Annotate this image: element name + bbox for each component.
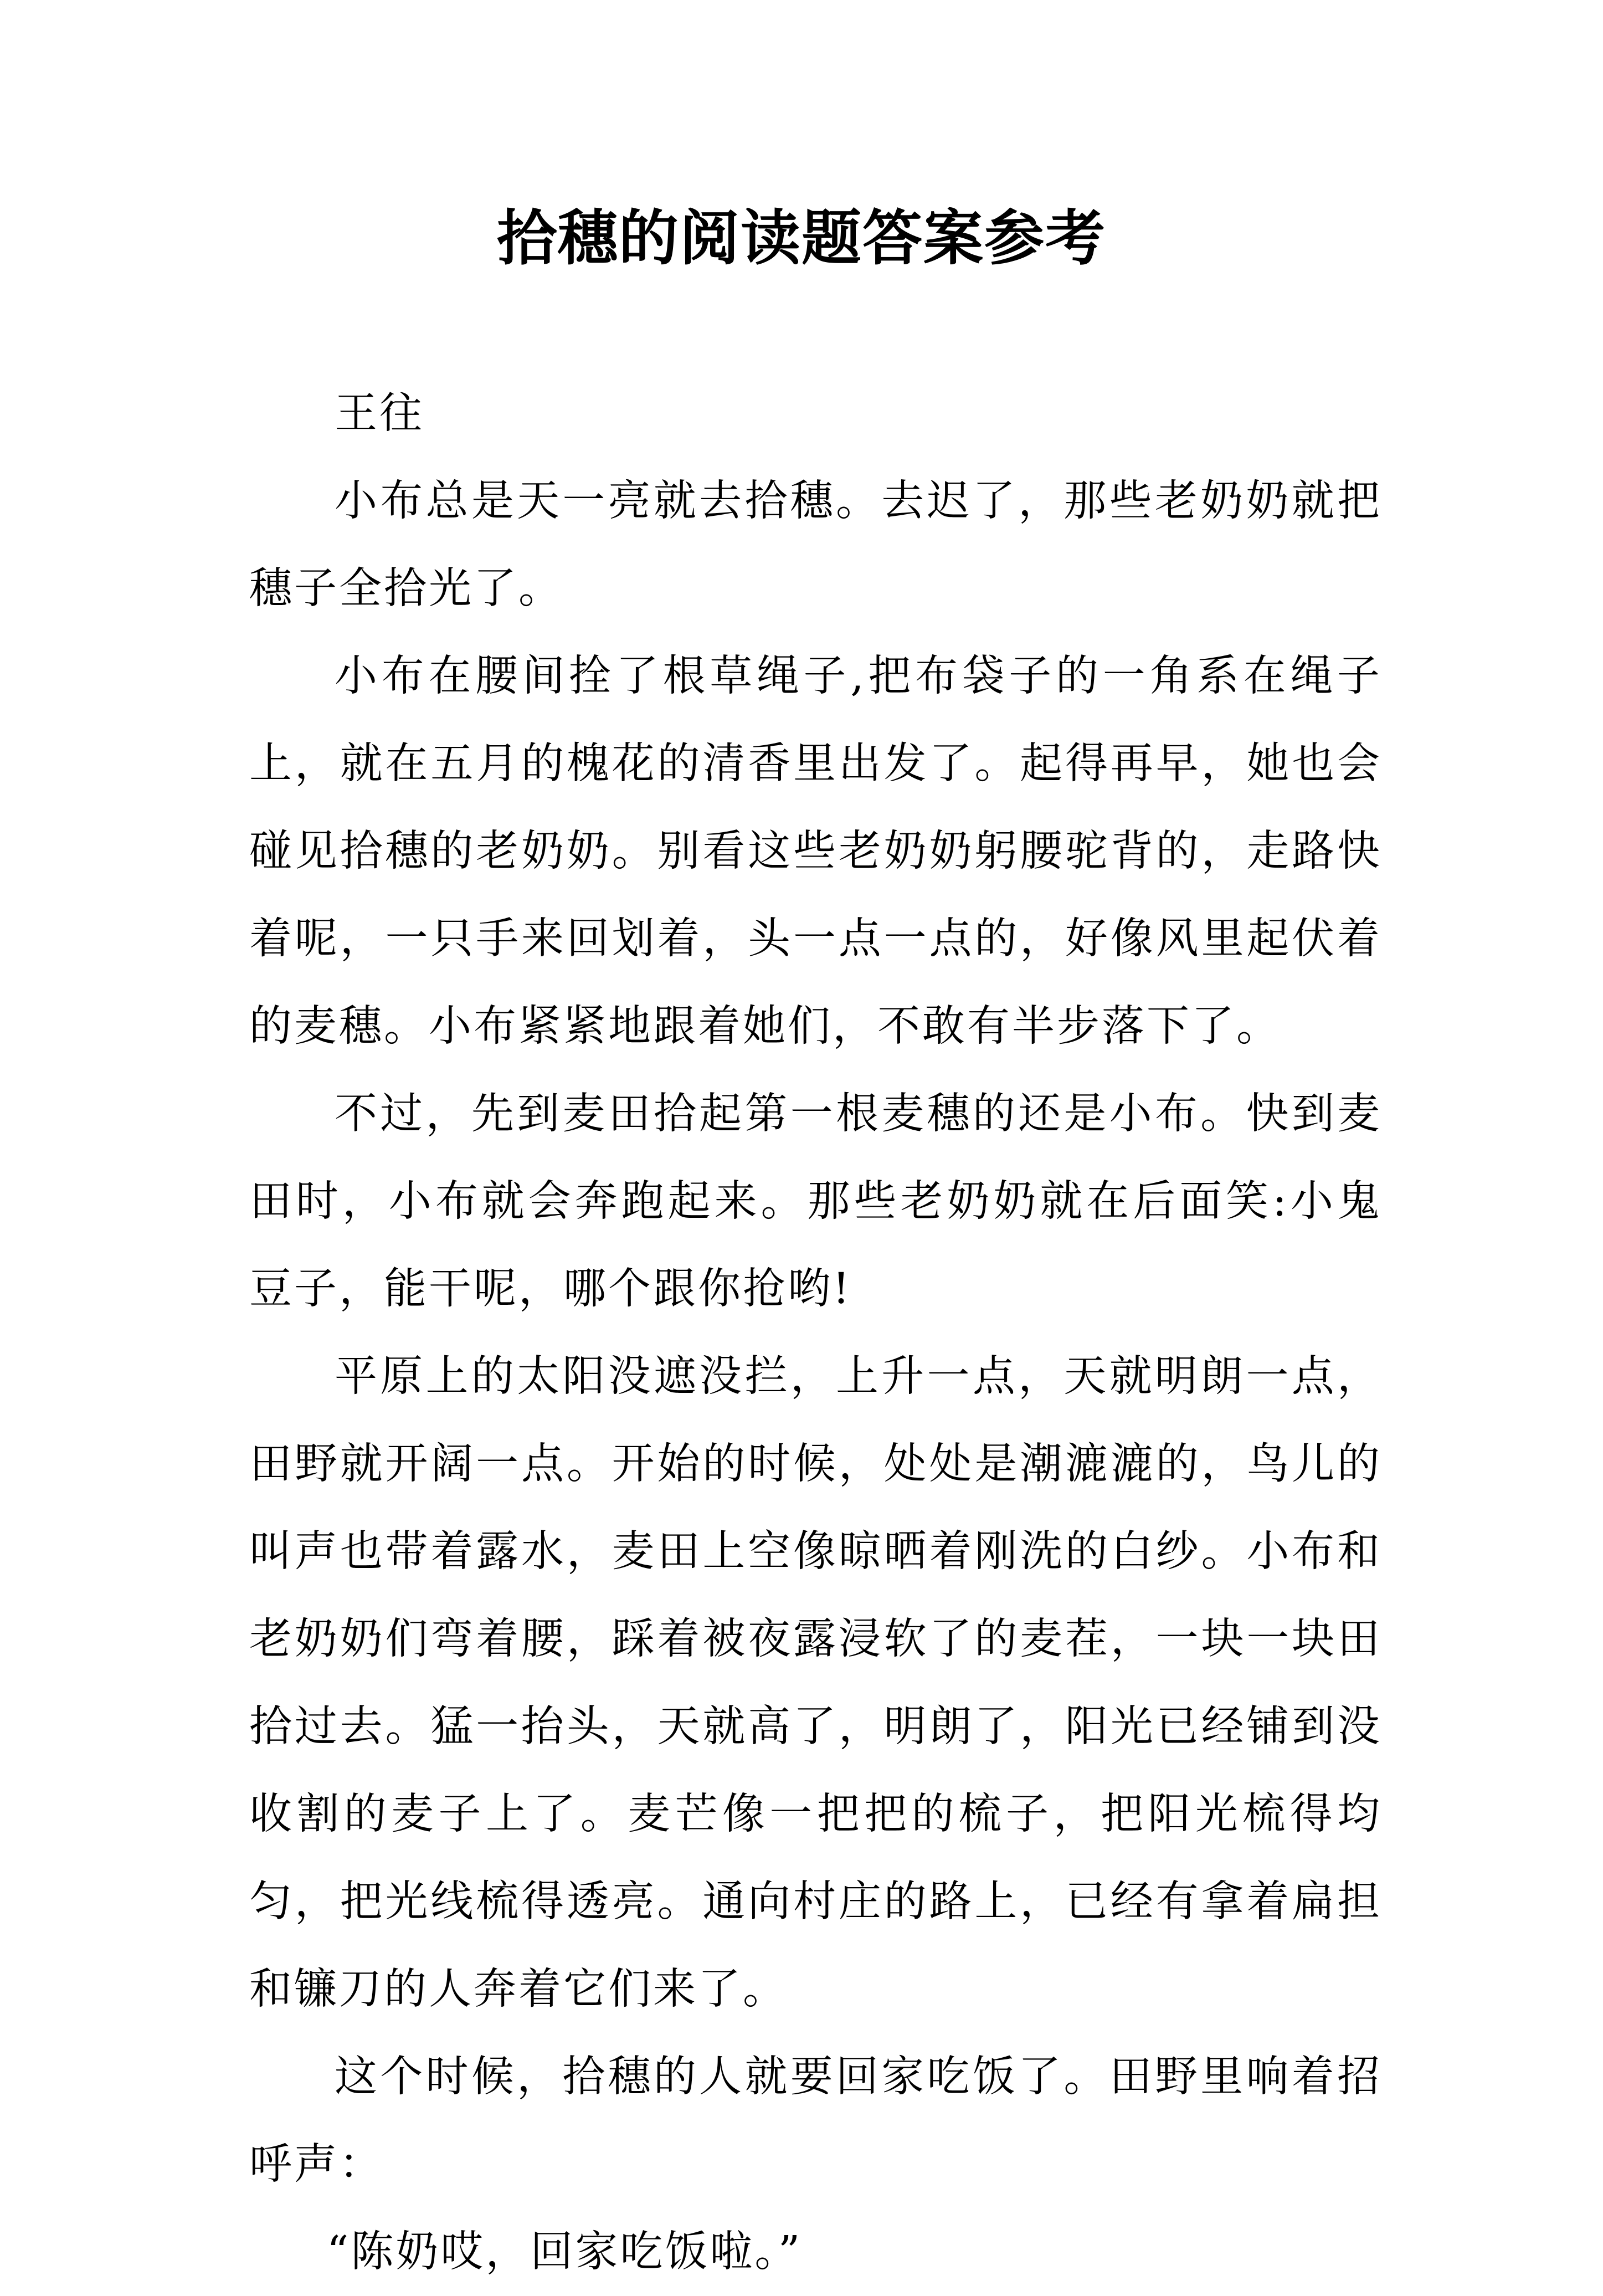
document-body bbox=[249, 370, 1382, 2296]
paragraph: 平原上的太阳没遮没拦，上升一点，天就明朗一点，田野就开阔一点。开始的时候，处处是潮漉漉的，鸟儿的叫声也带着露水，麦田上空像晾晒着刚洗的白纱。小布和老奶奶们弯着腰，踩着被夜露浸软了的麦茬，一块一块田拾过去。猛一抬头，天就高了，明朗了，阳光已经铺到没收割的麦子上了。麦芒像一把把的梳子，把阳光梳得均匀，把光线梳得透亮。通向村庄的路上，已经有拿着扁担和镰刀的人奔着它们来了。 bbox=[249, 1352, 1382, 2014]
dialogue-line: “陈奶哎，回家吃饭啦。” bbox=[327, 2227, 803, 2277]
paragraph: 这个时候，拾穗的人就要回家吃饭了。田野里响着招呼声： bbox=[249, 2052, 1382, 2189]
author-line: 王往 bbox=[335, 389, 424, 438]
paragraph: 小布总是天一亮就去拾穗。去迟了，那些老奶奶就把穗子全拾光了。 bbox=[249, 476, 1382, 613]
paragraph: 不过，先到麦田拾起第一根麦穗的还是小布。快到麦田时，小布就会奔跑起来。那些老奶奶就在后面笑:小鬼豆子，能干呢，哪个跟你抢哟! bbox=[249, 1089, 1382, 1314]
document-title: 拾穗的阅读题答案参考 bbox=[496, 203, 1106, 273]
paragraph: 小布在腰间拴了根草绳子,把布袋子的一角系在绳子上，就在五月的槐花的清香里出发了。起得再早，她也会碰见拾穗的老奶奶。别看这些老奶奶躬腰驼背的，走路快着呢，一只手来回划着，头一点一点的，好像风里起伏着的麦穗。小布紧紧地跟着她们，不敢有半步落下了。 bbox=[249, 652, 1382, 1051]
